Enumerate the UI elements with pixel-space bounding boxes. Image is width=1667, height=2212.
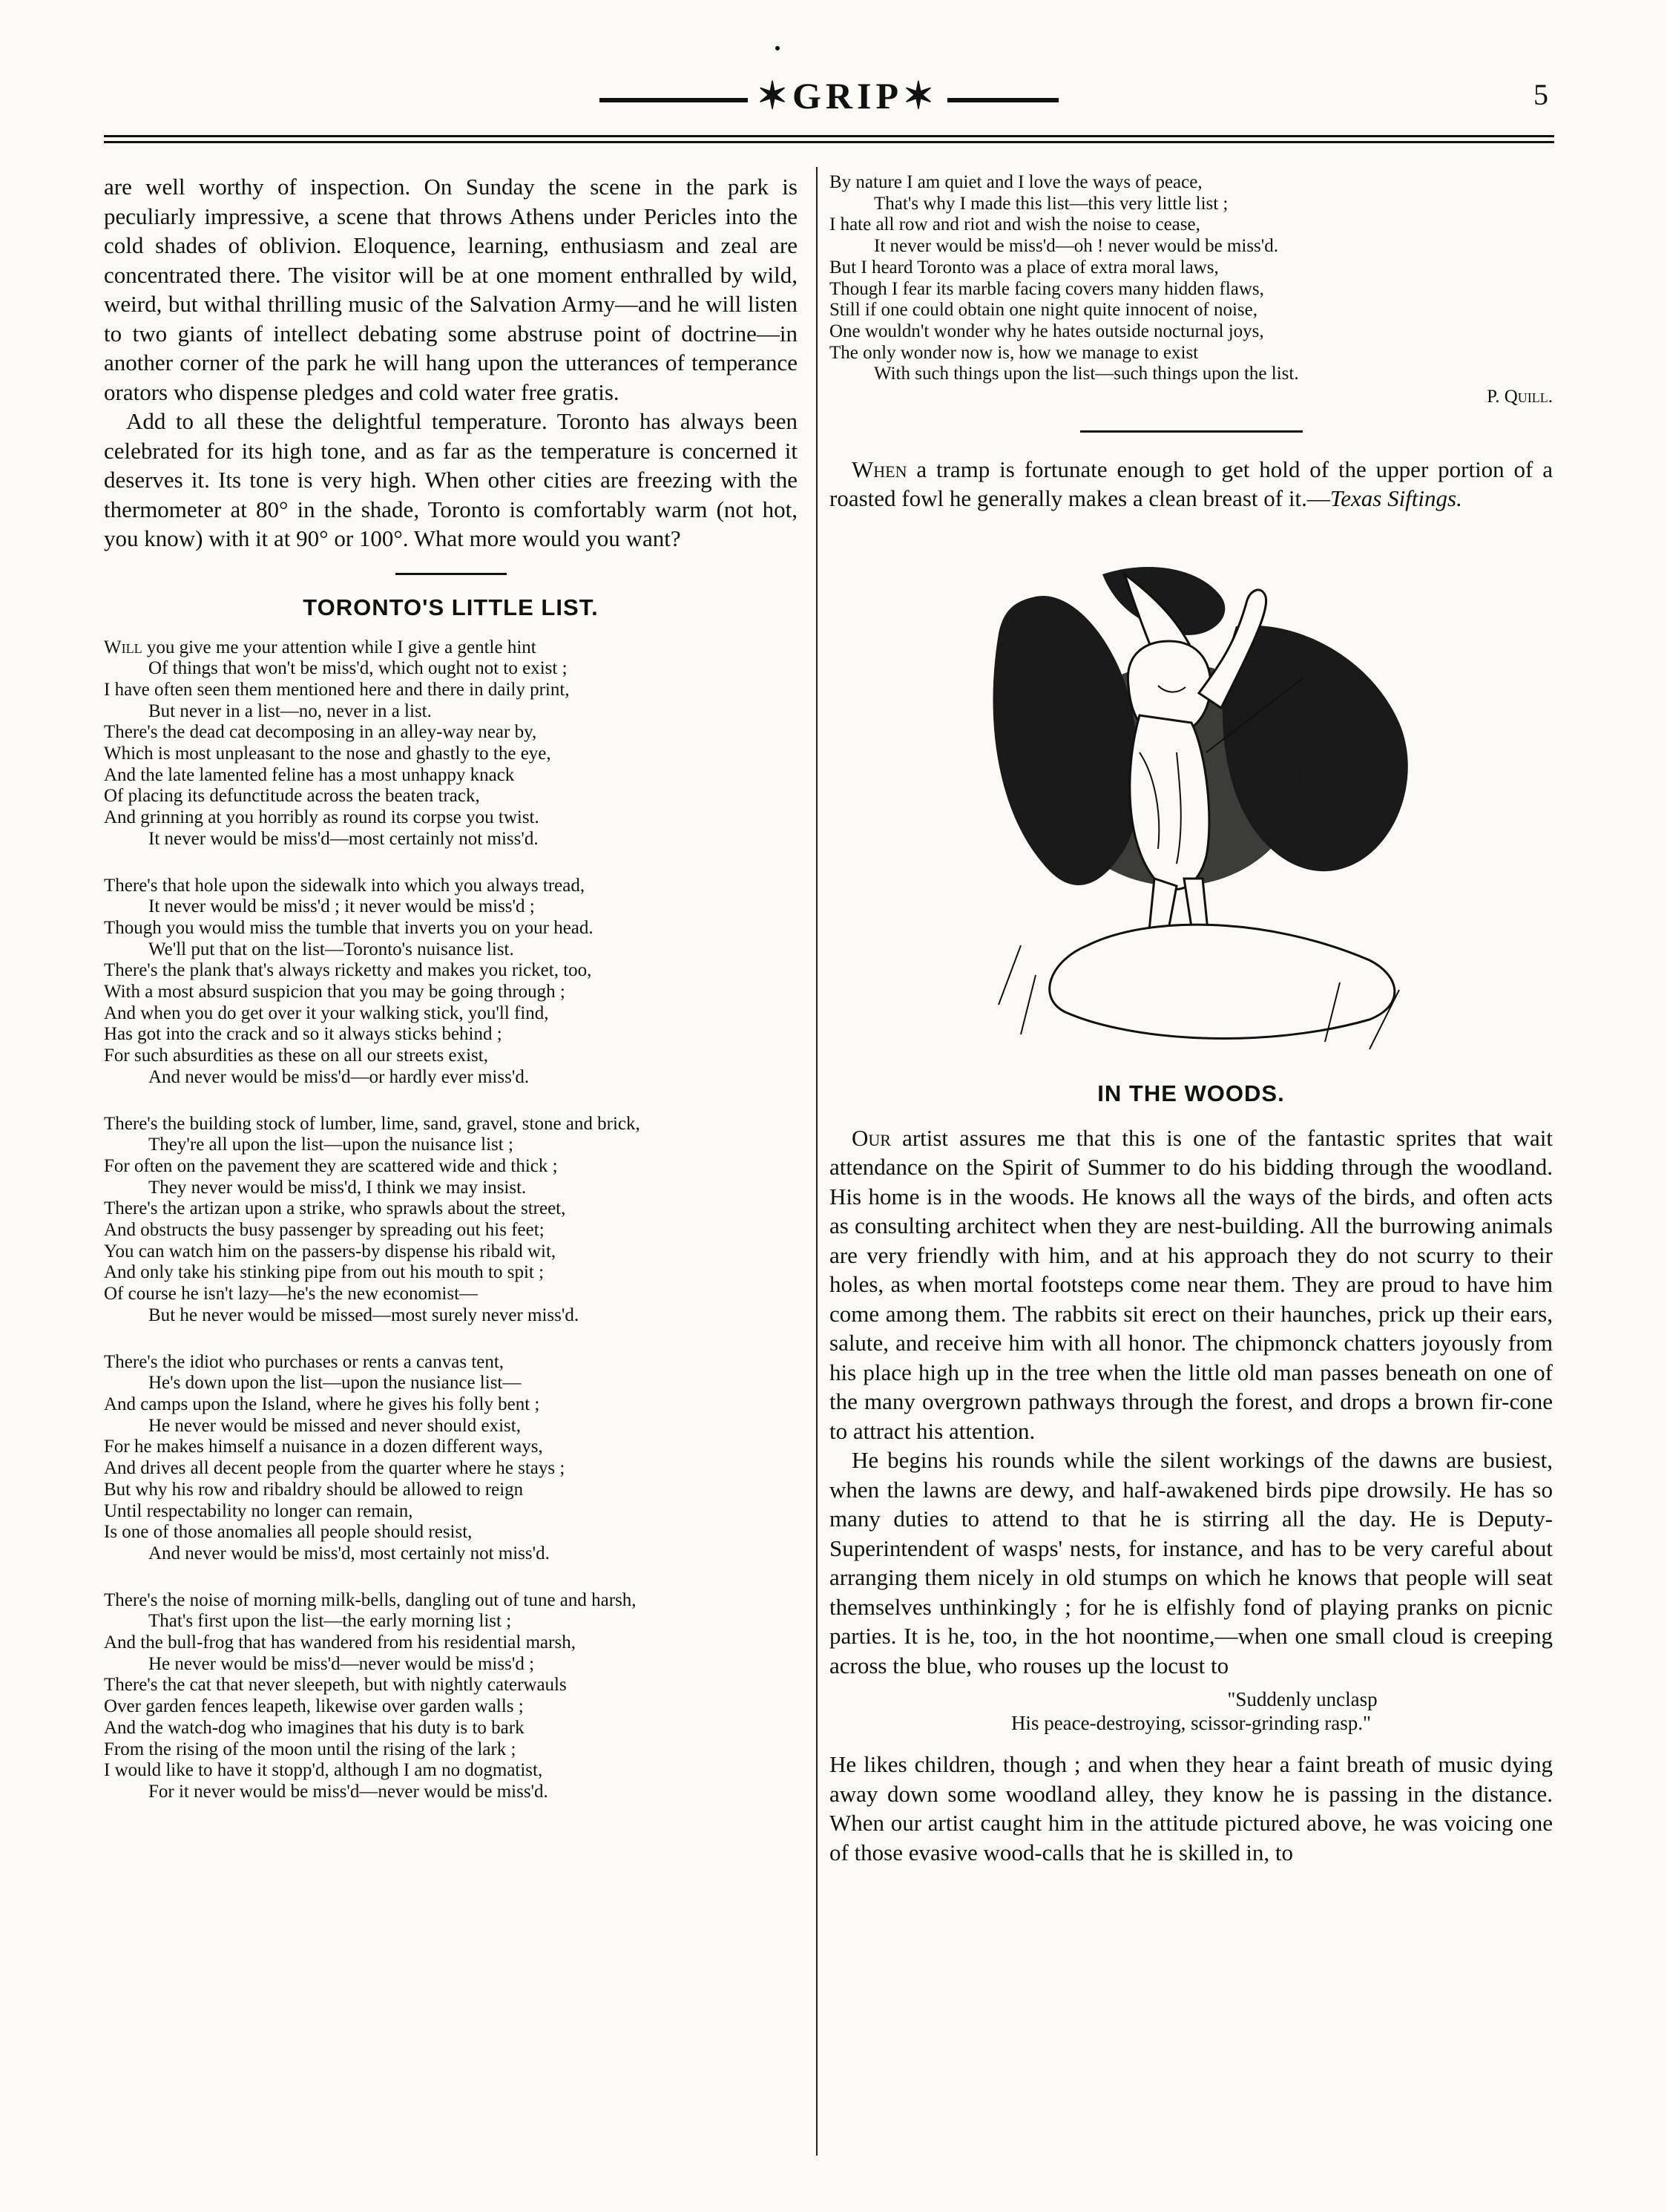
poem-line: Of placing its defunctitude across the beaten track,	[104, 786, 480, 807]
poem-line: For he makes himself a nuisance in a dozen different ways,	[104, 1437, 543, 1457]
poem-line: The only wonder now is, how we manage to exist	[829, 342, 1199, 363]
poem-line: They're all upon the list—upon the nuisance list ;	[148, 1135, 513, 1155]
poem-line: There's the building stock of lumber, lime, sand, gravel, stone and brick,	[104, 1113, 640, 1134]
poem-signature: P. Quill.	[1487, 387, 1553, 407]
poem-line: There's that hole upon the sidewalk into which you always tread,	[104, 875, 585, 896]
poem-line: For it never would be miss'd—never would be miss'd.	[148, 1781, 548, 1802]
stanza-6	[829, 172, 1553, 385]
poem-line: And the bull-frog that has wandered from his residential marsh,	[104, 1632, 576, 1653]
poem-line: There's the dead cat decomposing in an alley-way near by,	[104, 722, 537, 743]
poem-line: There's the artizan upon a strike, who sprawls about the street,	[104, 1198, 566, 1219]
poem-line: It never would be miss'd—oh ! never would be miss'd.	[874, 236, 1279, 257]
poem-line: And grinning at you horribly as round its corpse you twist.	[104, 807, 539, 828]
illustration-caption: IN THE WOODS.	[1097, 1080, 1285, 1106]
masthead-asterisk-left: ✶	[757, 75, 792, 116]
poem-line: And only take his stinking pipe from out his mouth to spit ;	[104, 1262, 545, 1283]
poem-line: You can watch him on the passers-by dispense his ribald wit,	[104, 1241, 556, 1261]
poem-line: Though you would miss the tumble that inverts you on your head.	[104, 917, 594, 938]
poem-line: There's the noise of morning milk-bells, dangling out of tune and harsh,	[104, 1589, 637, 1610]
poem-line: Of things that won't be miss'd, which ought not to exist ;	[148, 658, 568, 679]
poem-line: I hate all row and riot and wish the noise to cease,	[829, 214, 1200, 235]
poem-line: Which is most unpleasant to the nose and ghastly to the eye,	[104, 744, 551, 764]
poem-line: There's the cat that never sleepeth, but with nightly caterwauls	[104, 1675, 567, 1696]
intro-paragraph-2: Add to all these the delightful temperature. Toronto has always been celebrated for its high tone, and as far as the temperature is concerned it deserves it. Its tone is very high. When other cities are freezing with the thermometer at 80° in the shade, Toronto is comfortably warm (not hot, you know) with it at 90° or 100°. What more would you want?	[104, 408, 798, 551]
woods-text-1: artist assures me that this is one of the fantastic sprites that wait attendance on the Spirit of Summer to do his bidding through the woodland. His home is in the woods. He knows all the ways of the birds, and often acts as consulting architect when they are nest-building. All the burrowing animals are very friendly with him, and at his approach they do not scurry to their holes, as when mortal footsteps come near them. They are proud to have him come among them. The rabbits sit erect on their haunches, prick up their ears, salute, and receive him with all honor. The chipmonck chatters joyously from his place high up in the tree when the little old man passes beneath on one of the many overgrown pathways through the forest, and drops a brown fir-cone to attract his attention.	[829, 1124, 1553, 1444]
poem-line: Is one of those anomalies all people should resist,	[104, 1522, 473, 1543]
poem-line: But I heard Toronto was a place of extra moral laws,	[829, 257, 1219, 278]
masthead-title: GRIP	[792, 75, 903, 116]
masthead-ornament-right	[947, 98, 1059, 102]
stanza-5	[104, 1590, 798, 1803]
locust-quote	[829, 1687, 1553, 1735]
poem-line: It never would be miss'd ; it never would be miss'd ;	[148, 896, 535, 917]
header-rule-bottom	[104, 141, 1554, 143]
poem-left	[104, 637, 798, 1803]
stanza-1	[104, 637, 798, 850]
poem-line: Though I fear its marble facing covers many hidden flaws,	[829, 278, 1264, 299]
poem-line: But why his row and ribaldry should be allowed to reign	[104, 1479, 524, 1500]
poem-line: And never would be miss'd, most certainly not miss'd.	[148, 1543, 550, 1563]
page-header	[104, 71, 1554, 123]
masthead-ornament-left	[599, 98, 748, 102]
poem-line: And the late lamented feline has a most unhappy knack	[104, 764, 515, 785]
printer-dot	[775, 46, 780, 50]
tramp-text: a tramp is fortunate enough to get hold of the upper portion of a roasted fowl he generally makes a clean breast of it.—	[829, 456, 1553, 512]
poem-line: Over garden fences leapeth, likewise over garden walls ;	[104, 1696, 524, 1717]
poem-line: For such absurdities as these on all our streets exist,	[104, 1046, 488, 1066]
stanza-4	[104, 1352, 798, 1565]
poem-line: It never would be miss'd—most certainly not miss'd.	[148, 828, 539, 849]
tramp-first-word: When	[852, 456, 907, 482]
section-divider-2	[1080, 430, 1303, 433]
stanza-3	[104, 1114, 798, 1327]
woods-illustration	[954, 530, 1429, 1064]
poem-line: He never would be miss'd—never would be miss'd ;	[148, 1653, 535, 1674]
poem-title: TORONTO'S LITTLE LIST.	[303, 594, 599, 620]
header-rule-top	[104, 135, 1554, 137]
page-number: 5	[1533, 78, 1548, 111]
poem-line: And camps upon the Island, where he gives his folly bent ;	[104, 1394, 540, 1414]
masthead-asterisk-right: ✶	[903, 75, 938, 116]
quote-line-2: His peace-destroying, scissor-grinding rasp."	[1010, 1712, 1372, 1735]
poem-line: From the rising of the moon until the rising of the lark ;	[104, 1739, 516, 1759]
column-divider	[816, 167, 818, 2156]
masthead	[104, 74, 1554, 117]
left-column	[104, 172, 798, 1828]
section-divider	[395, 573, 507, 575]
tramp-paragraph	[829, 455, 1553, 513]
poem-line: And when you do get over it your walking stick, you'll find,	[104, 1002, 549, 1023]
poem-line: There's the idiot who purchases or rents a canvas tent,	[104, 1351, 504, 1372]
woods-paragraph-3: He likes children, though ; and when they hear a faint breath of music dying away down some woodland alley, they know he is passing in the distance. When our artist caught him in the attitude pictured above, he was voicing one of those evasive wood-calls that he is skilled in, to	[829, 1751, 1553, 1865]
poem-line: There's the plank that's always ricketty and makes you ricket, too,	[104, 960, 592, 981]
poem-line: I have often seen them mentioned here and there in daily print,	[104, 679, 570, 700]
poem-line: Will you give me your attention while I give a gentle hint	[104, 637, 536, 657]
poem-line: Of course he isn't lazy—he's the new economist—	[104, 1284, 479, 1304]
poem-first-word: Will	[104, 637, 142, 657]
right-column	[829, 172, 1553, 1867]
poem-line: He's down upon the list—upon the nusiance list—	[148, 1373, 522, 1394]
woods-first-word: Our	[852, 1124, 891, 1151]
sprite-drawing	[954, 530, 1429, 1064]
poem-right	[829, 172, 1553, 408]
intro-paragraph-1: are well worthy of inspection. On Sunday the scene in the park is peculiarly impressive, a scene that throws Athens under Pericles into the cold shades of oblivion. Eloquence, learning, enthusiasm and zeal are concentrated there. The visitor will be at one moment enthralled by wild, weird, but withal thrilling music of the Salvation Army—and he will listen to two giants of intellect debating some abstruse point of doctrine—in another corner of the park he will hang upon the utterances of temperance orators who dispense pledges and cold water free gratis.	[104, 174, 798, 405]
poem-line: That's first upon the list—the early morning list ;	[148, 1611, 512, 1632]
poem-line: And drives all decent people from the quarter where he stays ;	[104, 1458, 565, 1479]
poem-line: And obstructs the busy passenger by spreading out his feet;	[104, 1220, 545, 1241]
poem-line: Still if one could obtain one night quite innocent of noise,	[829, 300, 1257, 321]
poem-line: But he never would be missed—most surely never miss'd.	[148, 1304, 579, 1325]
poem-line: They never would be miss'd, I think we may insist.	[148, 1177, 527, 1198]
poem-line: That's why I made this list—this very little list ;	[874, 193, 1229, 214]
poem-line: We'll put that on the list—Toronto's nuisance list.	[148, 939, 514, 959]
poem-line: For often on the pavement they are scattered wide and thick ;	[104, 1155, 558, 1176]
poem-line: With such things upon the list—such things upon the list.	[874, 364, 1299, 384]
poem-line: Has got into the crack and so it always sticks behind ;	[104, 1024, 502, 1045]
poem-line: But never in a list—no, never in a list.	[148, 700, 432, 721]
woods-paragraph-1	[829, 1123, 1553, 1446]
tramp-source: Texas Siftings.	[1329, 485, 1462, 512]
poem-line: By nature I am quiet and I love the ways of peace,	[829, 172, 1203, 192]
poem-line: With a most absurd suspicion that you may be going through ;	[104, 982, 565, 1002]
poem-line: I would like to have it stopp'd, although I am no dogmatist,	[104, 1760, 543, 1781]
poem-line: He never would be missed and never should exist,	[148, 1415, 521, 1436]
poem-line: And never would be miss'd—or hardly ever miss'd.	[148, 1066, 530, 1087]
quote-line-1: "Suddenly unclasp	[1227, 1688, 1378, 1711]
woods-paragraph-2: He begins his rounds while the silent workings of the dawns are busiest, when the lawns are dewy, and half-awakened birds pipe drowsily. He has so many duties to attend to that he is stirring all the day. He is Deputy-Superintendent of wasps' nests, for instance, and has to be very careful about arranging them nicely in old stumps on which he knows that people will seat themselves unthinkingly ; for he is elfishly fond of playing pranks on picnic parties. It is he, too, in the hot noontime,—when one small cloud is creeping across the blue, who rouses up the locust to	[829, 1447, 1553, 1678]
poem-line: Until respectability no longer can remain,	[104, 1500, 413, 1521]
stanza-2	[104, 876, 798, 1089]
poem-line: And the watch-dog who imagines that his duty is to bark	[104, 1717, 525, 1738]
poem-line: One wouldn't wonder why he hates outside nocturnal joys,	[829, 321, 1264, 341]
